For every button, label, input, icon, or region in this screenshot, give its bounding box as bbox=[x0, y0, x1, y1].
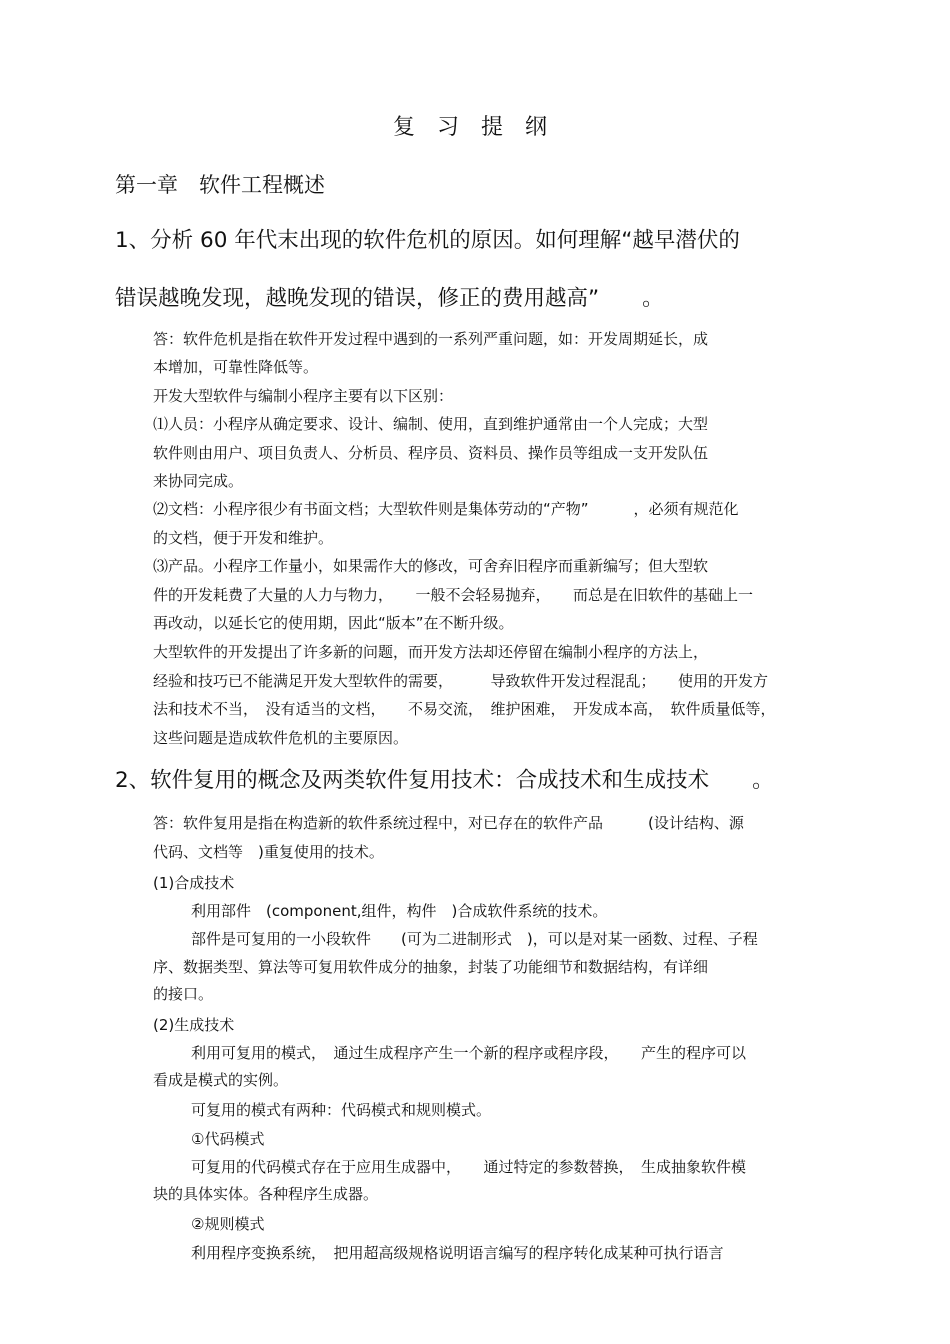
answer-1-line: 开发大型软件与编制小程序主要有以下区别： bbox=[153, 387, 454, 405]
question-2: 2、软件复用的概念及两类软件复用技术：合成技术和生成技术 。 bbox=[115, 768, 774, 793]
answer-2-line: 利用部件 (component,组件，构件 )合成软件系统的技术。 bbox=[191, 902, 608, 920]
chapter-heading: 第一章 软件工程概述 bbox=[115, 173, 325, 197]
answer-1-line: 软件则由用户、项目负责人、分析员、程序员、资料员、操作员等组成一支开发队伍 bbox=[153, 444, 709, 462]
answer-1-line: 本增加，可靠性降低等。 bbox=[153, 358, 319, 376]
answer-2-line: 答：软件复用是指在构造新的软件系统过程中，对已存在的软件产品 (设计结构、源 bbox=[153, 814, 744, 832]
answer-1-line: 答：软件危机是指在软件开发过程中遇到的一系列严重问题，如：开发周期延长，成 bbox=[153, 330, 709, 348]
answer-2-line: 利用可复用的模式， 通过生成程序产生一个新的程序或程序段， 产生的程序可以 bbox=[191, 1044, 747, 1062]
answer-1-line: 来协同完成。 bbox=[153, 472, 244, 490]
answer-2-subheading: ②规则模式 bbox=[191, 1215, 265, 1233]
answer-1-line: 大型软件的开发提出了许多新的问题，而开发方法却还停留在编制小程序的方法上， bbox=[153, 643, 709, 661]
answer-2-subheading: ①代码模式 bbox=[191, 1130, 265, 1148]
answer-2-subheading: (1)合成技术 bbox=[153, 874, 235, 892]
answer-2-subheading: (2)生成技术 bbox=[153, 1016, 235, 1034]
answer-2-line: 可复用的代码模式存在于应用生成器中， 通过特定的参数替换， 生成抽象软件模 bbox=[191, 1158, 747, 1176]
answer-1-line: 件的开发耗费了大量的人力与物力， 一般不会轻易抛弃， 而总是在旧软件的基础上一 bbox=[153, 586, 754, 604]
document-title: 复 习 提 纲 bbox=[393, 115, 548, 140]
answer-1-line: 经验和技巧已不能满足开发大型软件的需要， 导致软件开发过程混乱； 使用的开发方 bbox=[153, 672, 769, 690]
answer-1-line: 这些问题是造成软件危机的主要原因。 bbox=[153, 729, 409, 747]
answer-2-line: 代码、文档等 )重复使用的技术。 bbox=[153, 843, 384, 861]
answer-2-line: 的接口。 bbox=[153, 985, 214, 1003]
answer-1-line: ⑵文档：小程序很少有书面文档；大型软件则是集体劳动的“产物” ，必须有规范化 bbox=[153, 500, 739, 518]
answer-2-line: 块的具体实体。各种程序生成器。 bbox=[153, 1185, 379, 1203]
answer-2-line: 看成是模式的实例。 bbox=[153, 1071, 289, 1089]
question-1-line-2: 错误越晚发现，越晚发现的错误，修正的费用越高” 。 bbox=[115, 286, 664, 311]
answer-2-line: 部件是可复用的一小段软件 (可为二进制形式 )，可以是对某一函数、过程、子程 bbox=[191, 930, 758, 948]
answer-2-line: 序、数据类型、算法等可复用软件成分的抽象，封装了功能细节和数据结构，有详细 bbox=[153, 958, 709, 976]
answer-1-line: 的文档，便于开发和维护。 bbox=[153, 529, 334, 547]
question-1-line-1: 1、分析 60 年代末出现的软件危机的原因。如何理解“越早潜伏的 bbox=[115, 228, 740, 253]
answer-2-line: 利用程序变换系统， 把用超高级规格说明语言编写的程序转化成某种可执行语言 bbox=[191, 1244, 724, 1262]
answer-1-line: ⑴人员：小程序从确定要求、设计、编制、使用，直到维护通常由一个人完成；大型 bbox=[153, 415, 709, 433]
answer-1-line: 法和技术不当， 没有适当的文档， 不易交流， 维护困难， 开发成本高， 软件质量低等， bbox=[153, 700, 776, 718]
answer-1-line: ⑶产品。小程序工作量小，如果需作大的修改，可舍弃旧程序而重新编写；但大型软 bbox=[153, 557, 709, 575]
answer-2-line: 可复用的模式有两种：代码模式和规则模式。 bbox=[191, 1101, 492, 1119]
answer-1-line: 再改动，以延长它的使用期，因此“版本”在不断升级。 bbox=[153, 614, 514, 632]
